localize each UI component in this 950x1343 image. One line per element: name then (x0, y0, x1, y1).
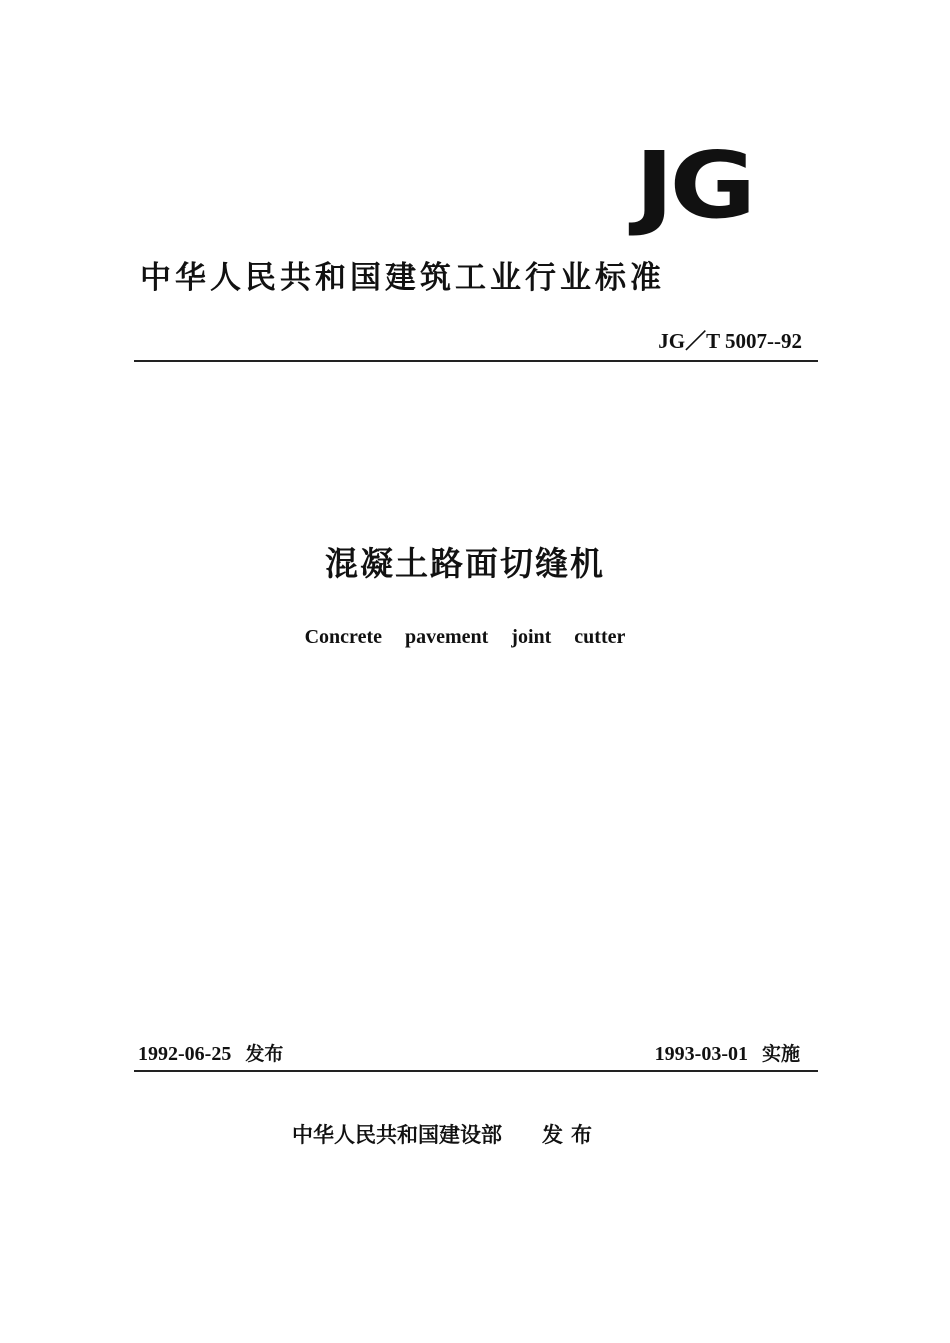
jg-logo: JG (634, 132, 752, 239)
implementation-date-block (655, 1040, 800, 1068)
publisher-name: 中华人民共和国建设部 (292, 1123, 502, 1147)
publisher-block (292, 1119, 600, 1151)
top-divider (134, 360, 818, 362)
implementation-label: 实施 (761, 1043, 800, 1065)
standard-code: JG／T 5007--92 (658, 329, 802, 353)
issue-date: 1992-06-25 (138, 1043, 232, 1065)
issue-label: 发布 (245, 1043, 284, 1065)
issue-date-block (138, 1040, 283, 1068)
industry-standard-title: 中华人民共和国建筑工业行业标准 (140, 260, 665, 296)
implementation-date: 1993-03-01 (654, 1043, 748, 1065)
publisher-label: 发布 (542, 1123, 600, 1147)
document-title-english: Concrete pavement joint cutter (304, 626, 626, 648)
document-title-chinese: 混凝土路面切缝机 (325, 544, 605, 583)
bottom-divider (134, 1070, 818, 1072)
